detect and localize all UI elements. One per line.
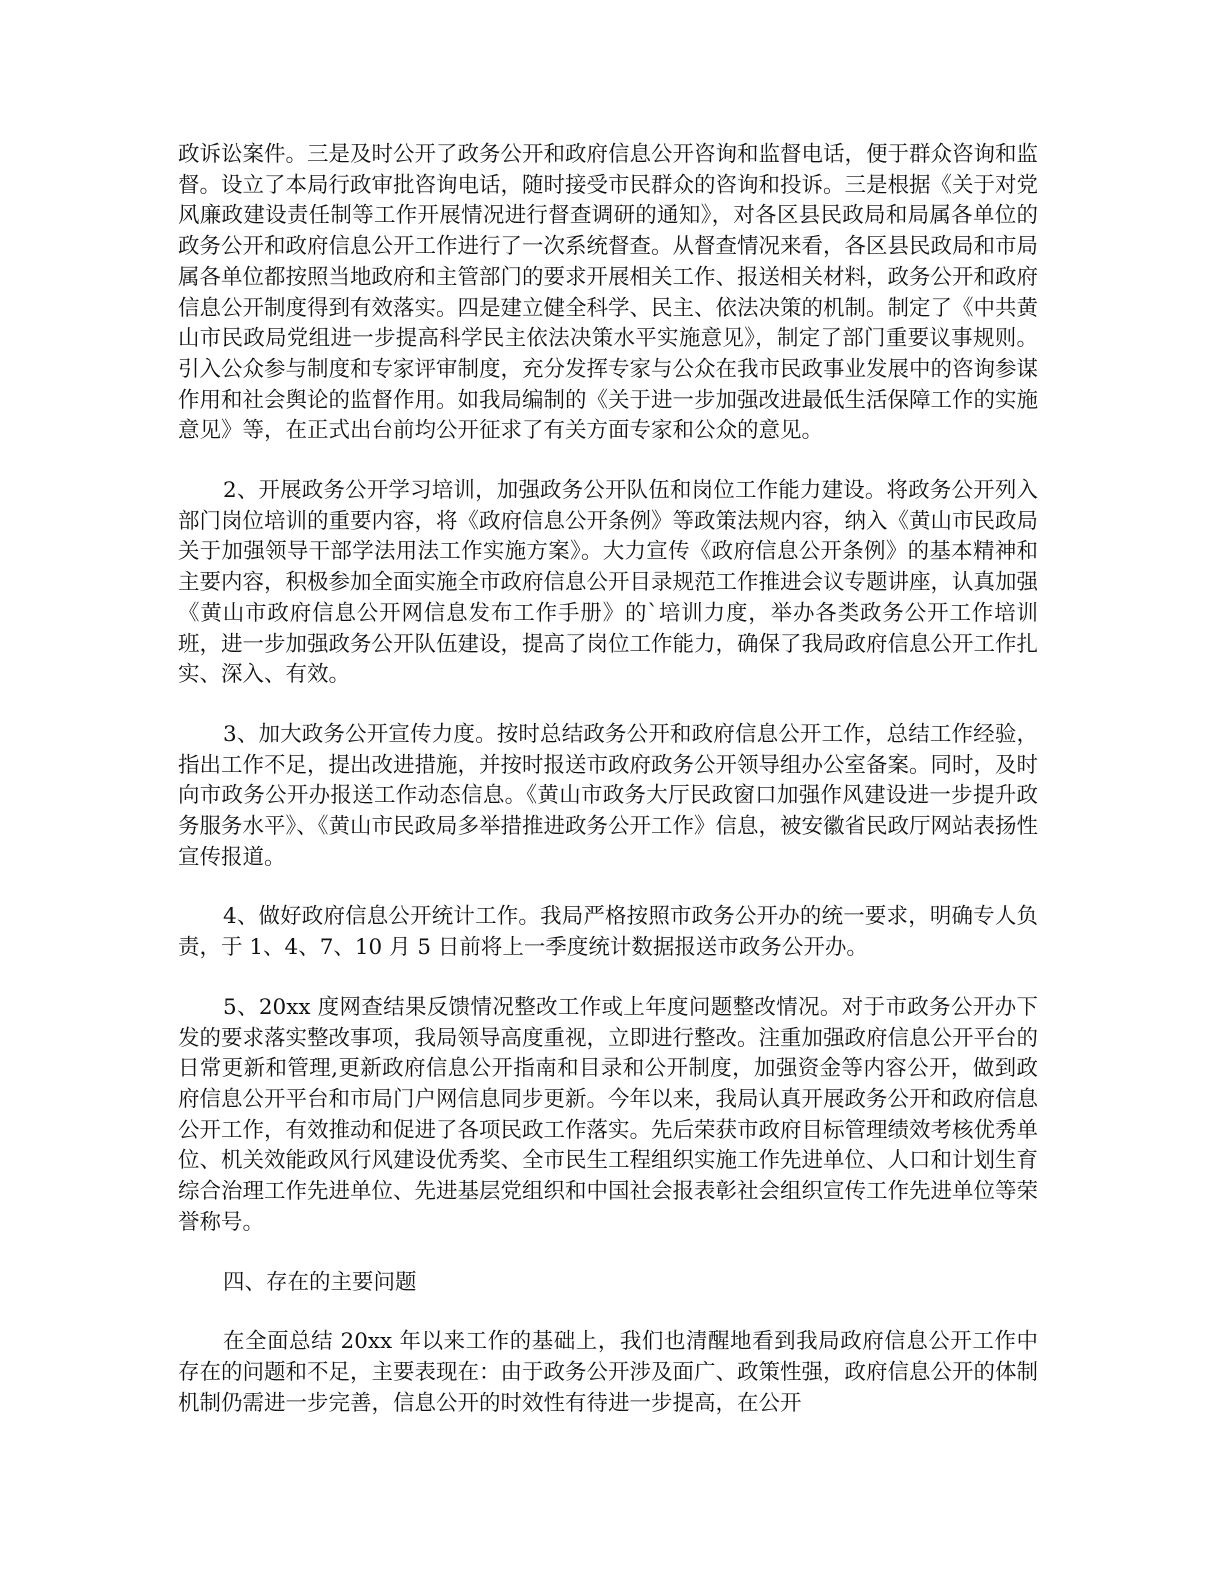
document-page (178, 140, 1038, 1448)
body-paragraph: 政诉讼案件。三是及时公开了政务公开和政府信息公开咨询和监督电话，便于群众咨询和监督。设立了本局行政审批咨询电话，随时接受市民群众的咨询和投诉。三是根据《关于对党风廉政建设责任制等工作开展情况进行督查调研的通知》，对各区县民政局和局属各单位的政务公开和政府信息公开工作进行了一次系统督查。从督查情况来看，各区县民政局和市局属各单位都按照当地政府和主管部门的要求开展相关工作、报送相关材料，政务公开和政府信息公开制度得到有效落实。四是建立健全科学、民主、依法决策的机制。制定了《中共黄山市民政局党组进一步提高科学民主依法决策水平实施意见》，制定了部门重要议事规则。引入公众参与制度和专家评审制度，充分发挥专家与公众在我市民政事业发展中的咨询参谋作用和社会舆论的监督作用。如我局编制的《关于进一步加强改进最低生活保障工作的实施意见》等，在正式出台前均公开征求了有关方面专家和公众的意见。 (178, 142, 1039, 444)
section-heading: 四、存在的主要问题 (223, 1269, 417, 1295)
numbered-paragraph: 2、开展政务公开学习培训，加强政务公开队伍和岗位工作能力建设。将政务公开列入部门岗位培训的重要内容，将《政府信息公开条例》等政策法规内容，纳入《黄山市民政局关于加强领导干部学法用法工作实施方案》。大力宣传《政府信息公开条例》的基本精神和主要内容，积极参加全面实施全市政府信息公开目录规范工作推进会议专题讲座，认真加强《黄山市政府信息公开网信息发布工作手册》的`培训力度，举办各类政务公开工作培训班，进一步加强政务公开队伍建设，提高了岗位工作能力，确保了我局政府信息公开工作扎实、深入、有效。 (178, 478, 1039, 688)
numbered-paragraph: 3、加大政务公开宣传力度。按时总结政务公开和政府信息公开工作，总结工作经验，指出工作不足，提出改进措施，并按时报送市政府政务公开领导组办公室备案。同时，及时向市政务公开办报送工作动态信息。《黄山市政务大厅民政窗口加强作风建设进一步提升政务服务水平》、《黄山市民政局多举措推进政务公开工作》信息，被安徽省民政厅网站表扬性宣传报道。 (178, 721, 1039, 870)
numbered-paragraph: 5、20xx 度网查结果反馈情况整改工作或上年度问题整改情况。对于市政务公开办下发的要求落实整改事项，我局领导高度重视，立即进行整改。注重加强政府信息公开平台的日常更新和管理,更新政府信息公开指南和目录和公开制度，加强资金等内容公开，做到政府信息公开平台和市局门户网信息同步更新。今年以来，我局认真开展政务公开和政府信息公开工作，有效推动和促进了各项民政工作落实。先后荣获市政府目标管理绩效考核优秀单位、机关效能政风行风建设优秀奖、全市民生工程组织实施工作先进单位、人口和计划生育综合治理工作先进单位、先进基层党组织和中国社会报表彰社会组织宣传工作先进单位等荣誉称号。 (178, 994, 1039, 1235)
body-paragraph: 在全面总结 20xx 年以来工作的基础上，我们也清醒地看到我局政府信息公开工作中存在的问题和不足，主要表现在：由于政务公开涉及面广、政策性强，政府信息公开的体制机制仍需进一步完善，信息公开的时效性有待进一步提高，在公开 (178, 1329, 1039, 1416)
numbered-paragraph: 4、做好政府信息公开统计工作。我局严格按照市政务公开办的统一要求，明确专人负责，于 1、4、7、10 月 5 日前将上一季度统计数据报送市政务公开办。 (178, 904, 1038, 961)
